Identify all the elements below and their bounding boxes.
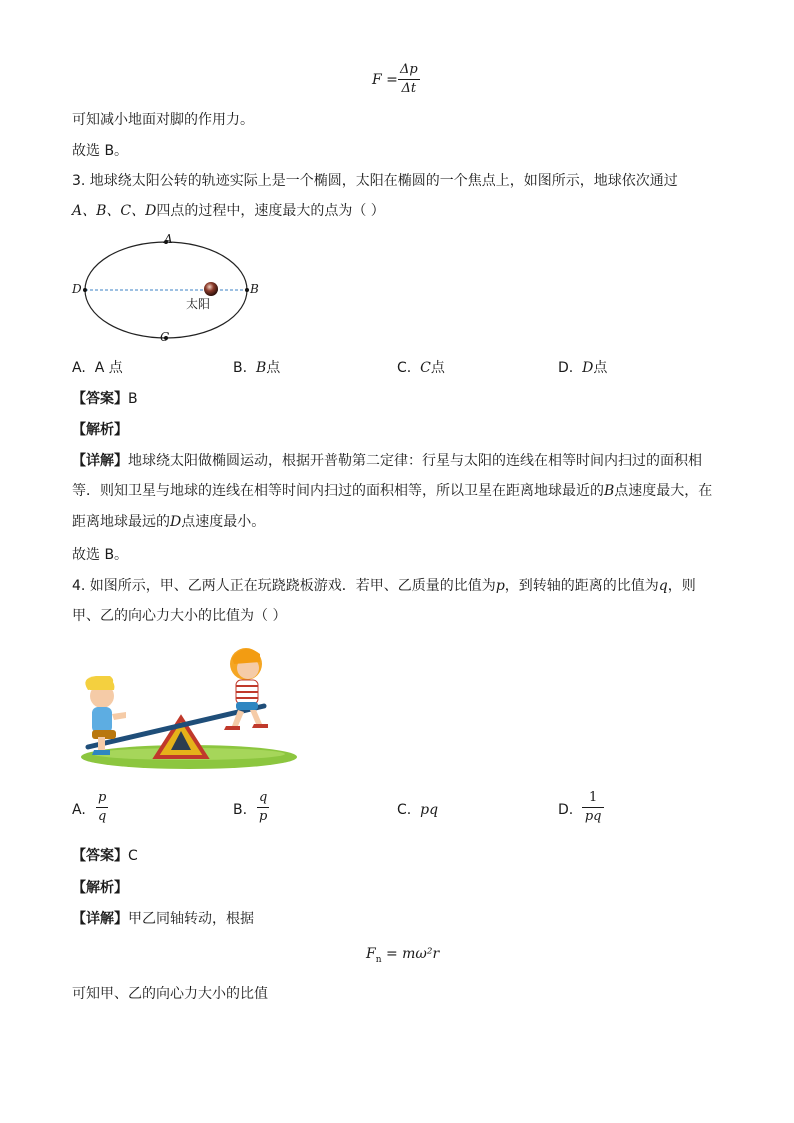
formula-force-fraction — [398, 62, 420, 97]
answer-line — [72, 846, 138, 866]
detail-text: 点速度最大，在 — [614, 483, 713, 499]
fraction-numerator: p — [96, 790, 108, 808]
option-letter: C. — [397, 802, 412, 818]
question-4-stem-line1 — [72, 576, 696, 596]
option-letter: D. — [558, 802, 574, 818]
fraction-denominator: Δt — [401, 81, 417, 96]
option-symbol: B — [255, 360, 267, 376]
detail-text: 地球绕太阳做椭圆运动，根据开普勒第二定律：行星与太阳的连线在相等时间内扫过的面积相 — [128, 453, 702, 469]
detail-tag: 【详解】 — [72, 911, 128, 927]
answer-line — [72, 389, 138, 409]
sun-label: 太阳 — [186, 297, 211, 311]
fraction-denominator: q — [98, 809, 107, 824]
stem-text: ，则 — [667, 578, 696, 594]
label-a: A — [164, 232, 173, 246]
option-letter: A. — [72, 802, 86, 818]
option-letter: B. — [233, 802, 248, 818]
option-letter: D. — [558, 360, 574, 376]
fraction-denominator: p — [259, 809, 268, 824]
formula-lhs: F — [366, 946, 376, 962]
detail-text: 点速度最小。 — [181, 514, 266, 530]
fraction-denominator: pq — [584, 809, 602, 824]
answer-value: C — [128, 848, 138, 864]
option-d-fraction — [582, 790, 604, 825]
answer-tag: 【答案】 — [72, 391, 128, 407]
point-b — [245, 288, 249, 292]
formula-subscript: n — [375, 954, 382, 965]
stem-symbol: p — [495, 578, 505, 594]
option-b-fraction — [257, 790, 269, 825]
option-letter: A. — [72, 360, 86, 376]
option-text: pq — [420, 802, 439, 818]
question-4-stem-line2: 甲、乙的向心力大小的比值为（ ） — [72, 608, 287, 624]
label-d: D — [72, 282, 82, 296]
label-b: B — [250, 282, 259, 296]
fraction-numerator: 1 — [582, 790, 604, 808]
stem-text: ，到转轴的距离的比值为 — [504, 578, 659, 594]
answer-tag: 【答案】 — [72, 848, 128, 864]
question-3-stem-line2 — [72, 201, 385, 221]
formula-rhs: = mω²r — [385, 946, 440, 962]
option-d[interactable] — [558, 358, 607, 378]
paragraph-text: 可知减小地面对脚的作用力。 — [72, 112, 254, 128]
option-symbol: C — [420, 360, 431, 376]
answer-value: B — [128, 391, 138, 407]
option-text: 点 — [266, 360, 281, 376]
option-b[interactable] — [233, 358, 280, 378]
formula-force-lhs: F = — [372, 72, 398, 88]
stem-text: 四点的过程中，速度最大的点为（ ） — [156, 203, 385, 219]
analysis-tag: 【解析】 — [72, 422, 128, 438]
sun-icon — [204, 282, 218, 296]
option-c[interactable] — [397, 800, 438, 820]
point-d — [83, 288, 87, 292]
option-b[interactable] — [233, 800, 247, 820]
label-c: C — [160, 330, 170, 344]
option-text: A 点 — [94, 360, 123, 376]
orbit-figure — [66, 230, 276, 350]
option-text: 点 — [430, 360, 445, 376]
stem-text: 4. 如图所示，甲、乙两人正在玩跷跷板游戏．若甲、乙质量的比值为 — [72, 578, 496, 594]
option-letter: B. — [233, 360, 248, 376]
fraction-numerator: q — [257, 790, 269, 808]
detail-line2 — [72, 481, 712, 501]
conclusion-text: 可知甲、乙的向心力大小的比值 — [72, 986, 268, 1002]
option-letter: C. — [397, 360, 412, 376]
option-a[interactable] — [72, 800, 86, 820]
stem-symbol: q — [658, 578, 668, 594]
detail-line1 — [72, 909, 254, 929]
conclusion-text: 故选 B。 — [72, 143, 129, 159]
conclusion-text: 故选 B。 — [72, 547, 129, 563]
option-text: 点 — [593, 360, 608, 376]
points-list: A、B、C、D — [72, 203, 157, 219]
detail-text: 甲乙同轴转动，根据 — [128, 911, 254, 927]
detail-symbol: B — [604, 483, 615, 499]
detail-line1 — [72, 451, 702, 471]
option-d[interactable] — [558, 800, 573, 820]
option-a[interactable] — [72, 358, 123, 378]
formula-centripetal — [366, 946, 439, 965]
boy-right-icon — [224, 648, 268, 730]
detail-text: 等．则知卫星与地球的连线在相等时间内扫过的面积相等，所以卫星在距离地球最近的 — [72, 483, 604, 499]
fraction-numerator: Δp — [398, 62, 420, 80]
analysis-tag: 【解析】 — [72, 880, 128, 896]
detail-text: 距离地球最远的 — [72, 514, 170, 530]
question-3-stem-line1: 3. 地球绕太阳公转的轨迹实际上是一个椭圆，太阳在椭圆的一个焦点上，如图所示，地球依次通过 — [72, 173, 678, 189]
option-c[interactable] — [397, 358, 445, 378]
option-symbol: D — [582, 360, 594, 376]
detail-line3 — [72, 512, 265, 532]
option-a-fraction — [96, 790, 108, 825]
detail-tag: 【详解】 — [72, 453, 128, 469]
seesaw-illustration — [74, 640, 300, 772]
detail-symbol: D — [170, 514, 182, 530]
